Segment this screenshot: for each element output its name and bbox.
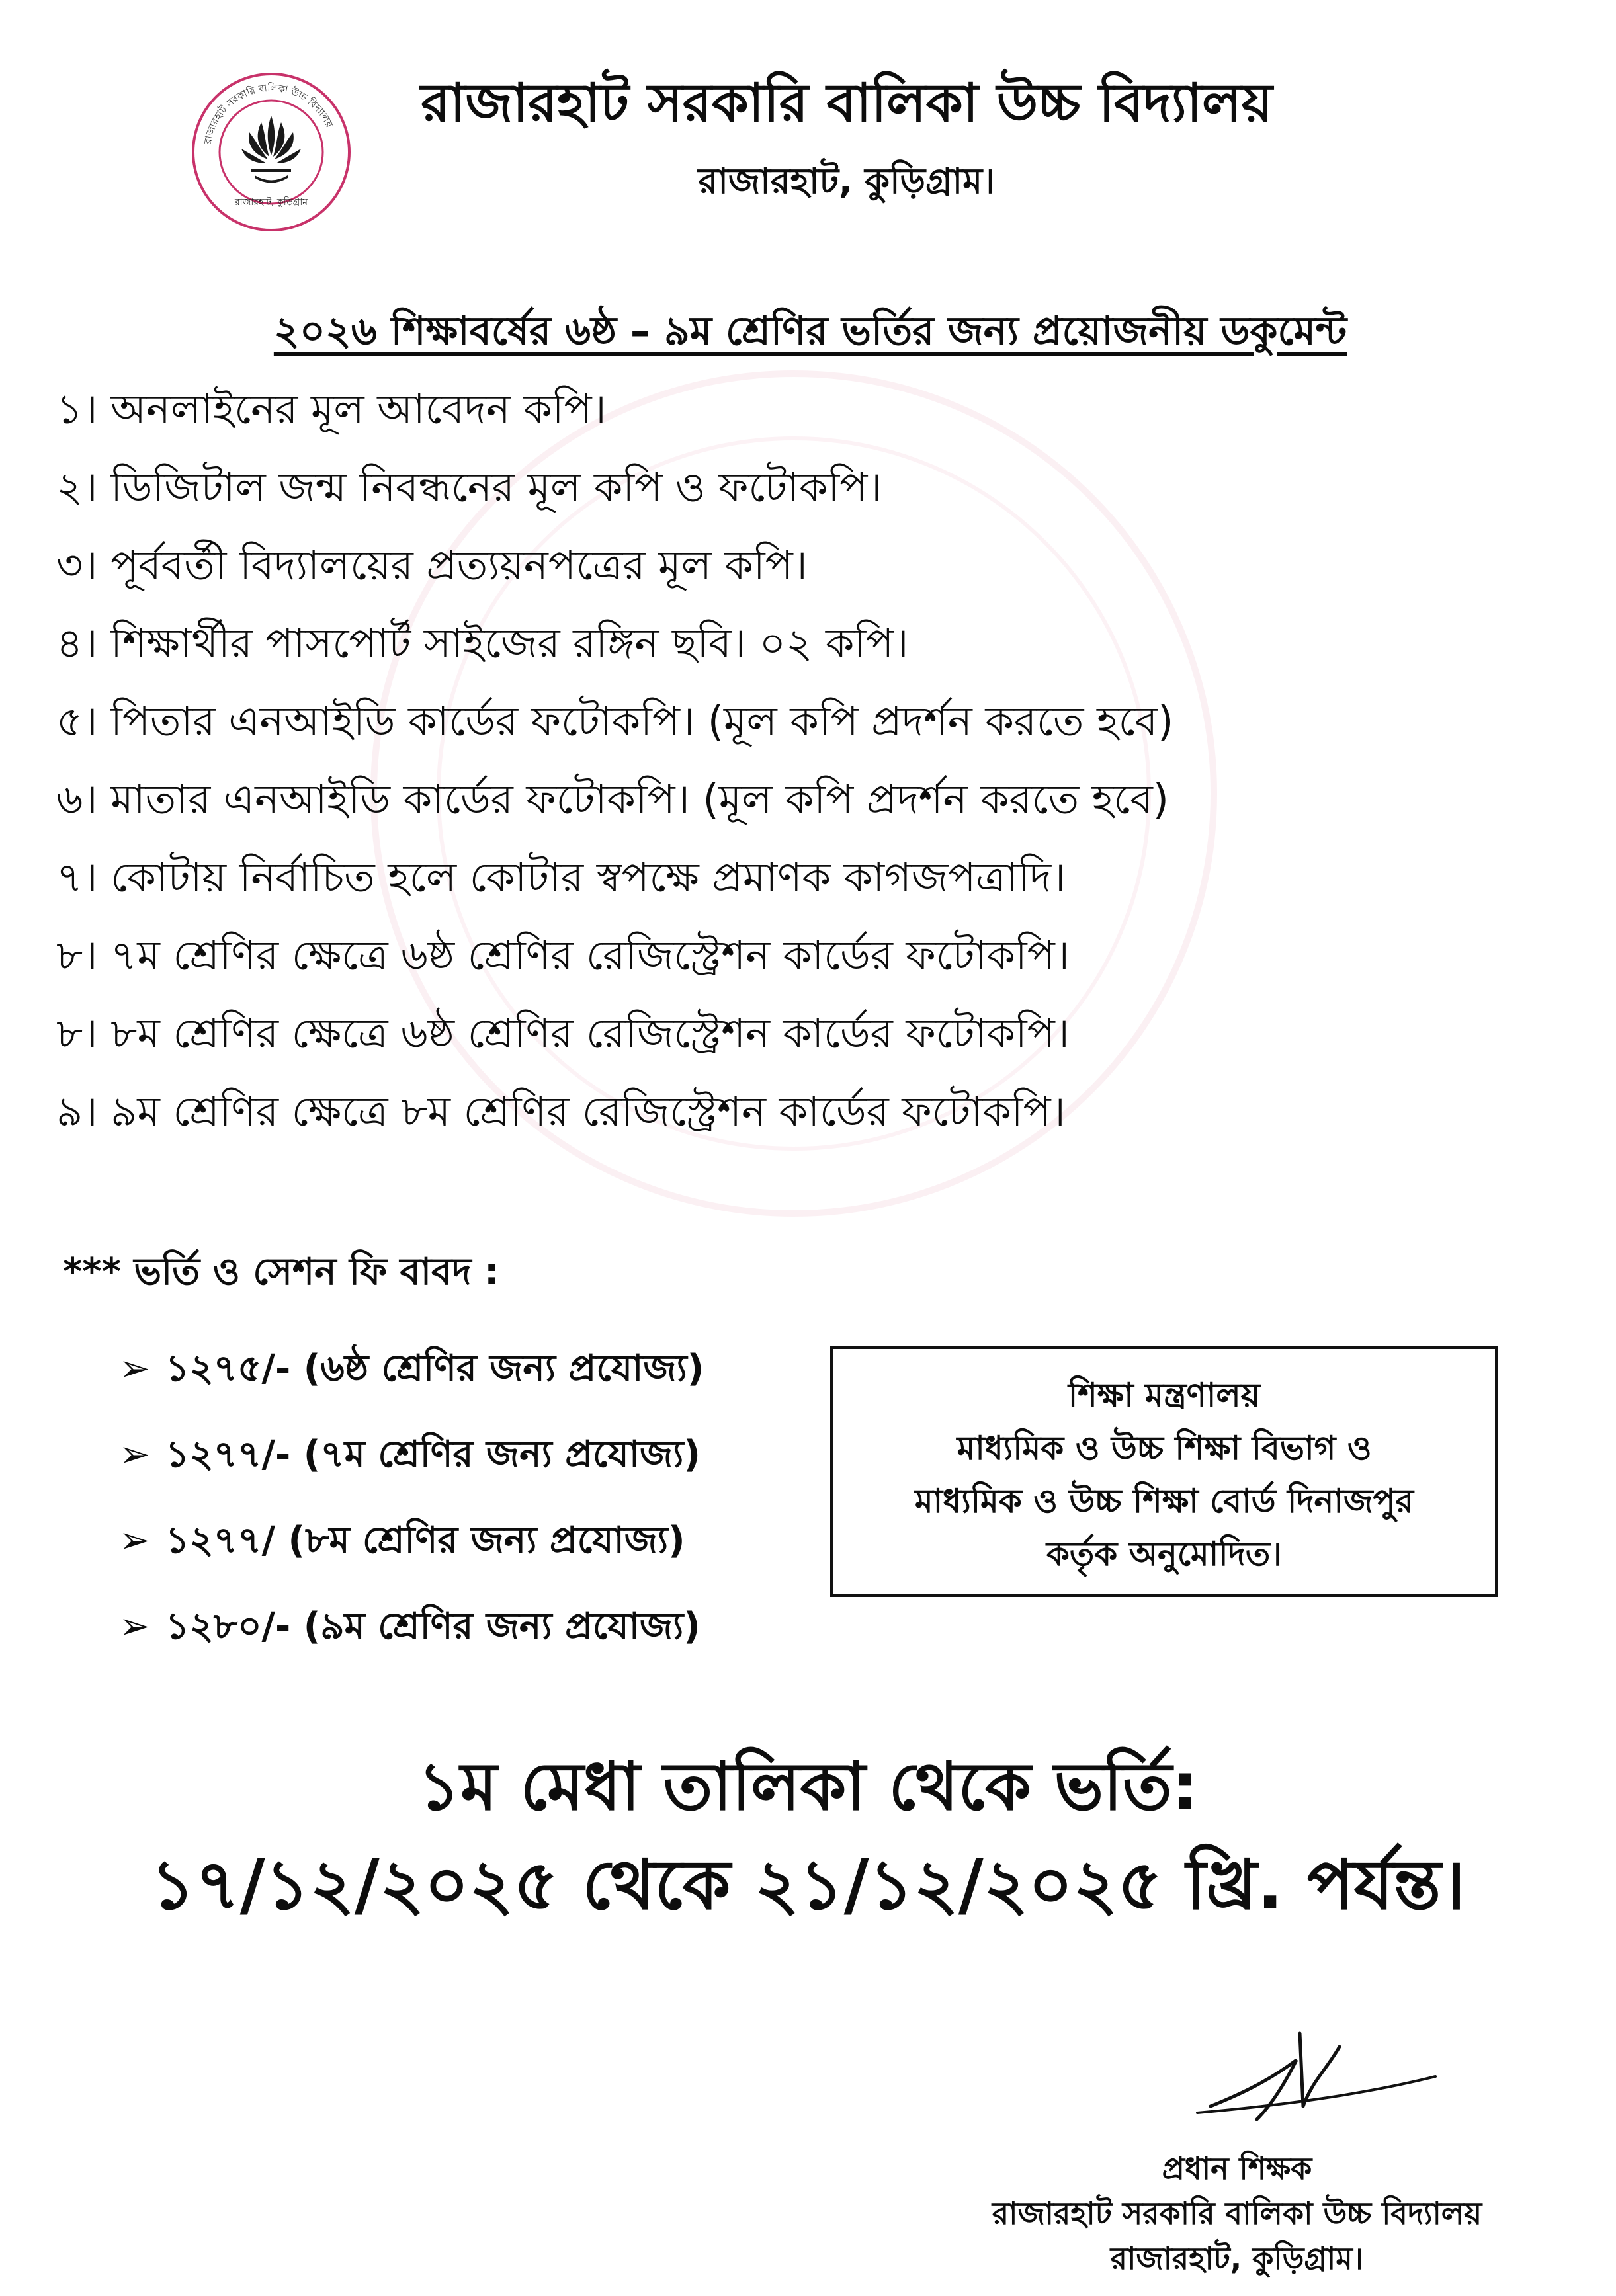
list-item: ৯। ৯ম শ্রেণির ক্ষেত্রে ৮ম শ্রেণির রেজিস্ট্রেশন কার্ডের ফটোকপি।: [56, 1087, 1066, 1135]
fee-item-text: ১২৭৭/- (৭ম শ্রেণির জন্য প্রযোজ্য): [165, 1433, 701, 1476]
fee-item: [119, 1498, 704, 1584]
fee-item: [119, 1584, 704, 1670]
signatory-designation: প্রধান শিক্ষক: [1162, 2151, 1312, 2186]
list-item: ৭। কোটায় নির্বাচিত হলে কোটার স্বপক্ষে প্রমাণক কাগজপত্রাদি।: [56, 853, 1066, 901]
school-name: রাজারহাট সরকারি বালিকা উচ্চ বিদ্যালয়: [421, 72, 1273, 134]
list-item: ২। ডিজিটাল জন্ম নিবন্ধনের মূল কপি ও ফটোকপি।: [56, 463, 882, 511]
signatory-address: রাজারহাট, কুড়িগ্রাম।: [1110, 2240, 1364, 2276]
list-item: ১। অনলাইনের মূল আবেদন কপি।: [56, 385, 607, 433]
fees-heading: *** ভর্তি ও সেশন ফি বাবদ :: [63, 1250, 499, 1293]
fee-item: [119, 1326, 704, 1412]
fee-item-text: ১২৮০/- (৯ম শ্রেণির জন্য প্রযোজ্য): [165, 1605, 701, 1648]
svg-text:রাজারহাট সরকারি বালিকা উচ্চ বি: রাজারহাট সরকারি বালিকা উচ্চ বিদ্যালয়: [201, 81, 336, 145]
list-item: ৩। পূর্ববর্তী বিদ্যালয়ের প্রত্যয়নপত্রের মূল কপি।: [56, 541, 808, 589]
admission-dates: ১৭/১২/২০২৫ থেকে ২১/১২/২০২৫ খ্রি. পর্যন্ত।: [150, 1844, 1466, 1925]
arrow-bullet-icon: ➢: [119, 1519, 150, 1562]
approval-box: [830, 1346, 1498, 1597]
admission-title: ১ম মেধা তালিকা থেকে ভর্তি:: [417, 1748, 1199, 1825]
document-list-heading: ২০২৬ শিক্ষাবর্ষের ৬ষ্ঠ – ৯ম শ্রেণির ভর্তির জন্য প্রয়োজনীয় ডকুমেন্ট: [273, 308, 1347, 354]
headmaster-signature: [1171, 2007, 1449, 2152]
signatory-block: [913, 2146, 1561, 2281]
fees-list: [119, 1326, 704, 1670]
list-item: ৫। পিতার এনআইডি কার্ডের ফটোকপি। (মূল কপি প্রদর্শন করতে হবে): [56, 697, 1174, 745]
approval-line: মাধ্যমিক ও উচ্চ শিক্ষা বিভাগ ও: [957, 1429, 1372, 1467]
arrow-bullet-icon: ➢: [119, 1605, 150, 1648]
school-address: রাজারহাট, কুড়িগ্রাম।: [698, 160, 996, 202]
list-item: ৮। ৭ম শ্রেণির ক্ষেত্রে ৬ষ্ঠ শ্রেণির রেজিস্ট্রেশন কার্ডের ফটোকপি।: [56, 931, 1070, 979]
approval-line: কর্তৃক অনুমোদিত।: [1046, 1535, 1283, 1573]
list-item: ৮। ৮ম শ্রেণির ক্ষেত্রে ৬ষ্ঠ শ্রেণির রেজিস্ট্রেশন কার্ডের ফটোকপি।: [56, 1009, 1070, 1057]
fee-item-text: ১২৭৭/ (৮ম শ্রেণির জন্য প্রযোজ্য): [165, 1519, 685, 1562]
arrow-bullet-icon: ➢: [119, 1347, 150, 1390]
fee-item-text: ১২৭৫/- (৬ষ্ঠ শ্রেণির জন্য প্রযোজ্য): [165, 1347, 704, 1390]
svg-text:রাজারহাট, কুড়িগ্রাম: রাজারহাট, কুড়িগ্রাম: [234, 197, 308, 208]
fee-item: [119, 1412, 704, 1498]
required-documents-list: [56, 370, 1578, 1151]
school-logo: [189, 69, 354, 235]
approval-line: মাধ্যমিক ও উচ্চ শিক্ষা বোর্ড দিনাজপুর: [914, 1482, 1414, 1520]
signatory-institution: রাজারহাট সরকারি বালিকা উচ্চ বিদ্যালয়: [992, 2195, 1482, 2231]
approval-line: শিক্ষা মন্ত্রণালয়: [1068, 1376, 1261, 1414]
list-item: ৬। মাতার এনআইডি কার্ডের ফটোকপি। (মূল কপি প্রদর্শন করতে হবে): [56, 775, 1169, 823]
list-item: ৪। শিক্ষার্থীর পাসপোর্ট সাইজের রঙ্গিন ছবি। ০২ কপি।: [56, 619, 909, 667]
arrow-bullet-icon: ➢: [119, 1433, 150, 1476]
